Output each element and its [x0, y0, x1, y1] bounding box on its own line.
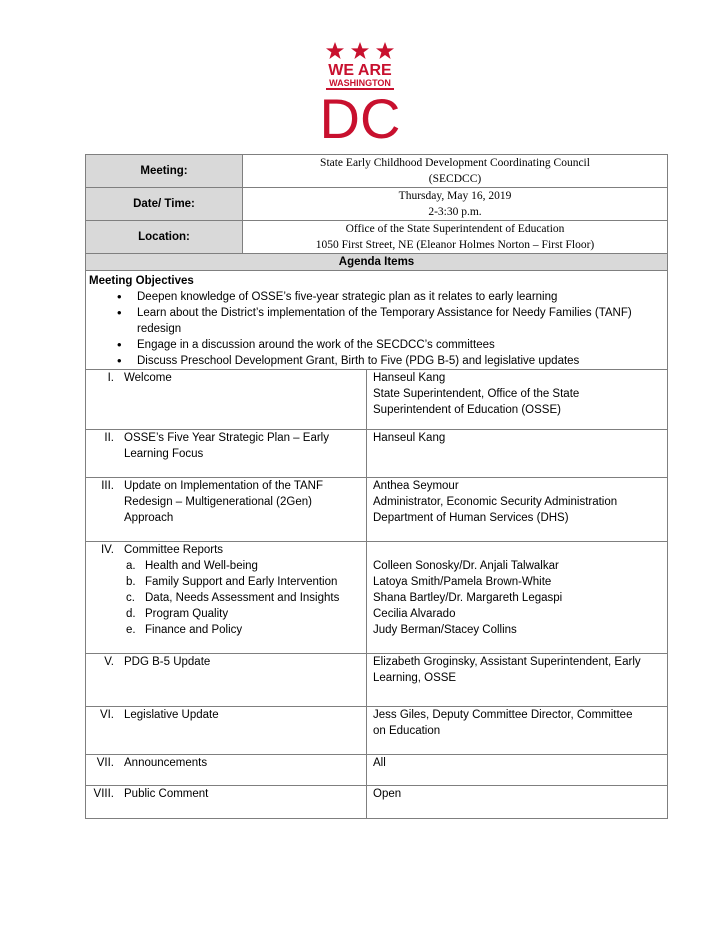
item-number: III.	[101, 480, 114, 492]
agenda-item-welcome	[85, 369, 668, 430]
location-value-line1: Office of the State Superintendent of Education	[345, 223, 565, 235]
logo-mark: DC	[319, 87, 401, 140]
topic-line: Committee Reports	[124, 544, 224, 556]
objective-item: • Learn about the District’s implementation of the Temporary Assistance for Needy Families (TANF) redesign	[137, 305, 664, 337]
item-number: VII.	[96, 757, 114, 769]
presenter-line: Shana Bartley/Dr. Margareth Legaspi	[373, 592, 563, 604]
date-value-line1: Thursday, May 16, 2019	[398, 190, 512, 202]
presenter-line: Jess Giles, Deputy Committee Director, Committee	[373, 709, 633, 721]
star-icon	[376, 42, 394, 59]
sub-letter: c.	[126, 592, 135, 604]
presenter-line: Learning, OSSE	[373, 672, 457, 684]
item-number: VI.	[99, 709, 114, 721]
agenda-item-public-comment	[85, 786, 668, 819]
agenda-item-tanf-redesign	[85, 478, 668, 542]
logo-line1: WE ARE	[328, 62, 392, 79]
date-label: Date/ Time:	[86, 188, 243, 221]
sub-topic: Data, Needs Assessment and Insights	[145, 592, 340, 604]
meeting-objectives	[85, 271, 668, 369]
sub-item	[124, 622, 366, 638]
agenda-item-announcements	[85, 755, 668, 786]
item-presenter	[367, 430, 667, 477]
presenter-line: Elizabeth Groginsky, Assistant Superintendent, Early	[373, 656, 641, 668]
sub-letter: b.	[126, 576, 136, 588]
topic-line: Approach	[124, 512, 174, 524]
item-topic	[124, 430, 367, 477]
objectives-title: Meeting Objectives	[89, 275, 194, 287]
location-value-line2: 1050 First Street, NE (Eleanor Holmes Norton – First Floor)	[315, 239, 595, 251]
item-presenter	[367, 654, 667, 706]
topic-line: Update on Implementation of the TANF	[124, 480, 324, 492]
agenda-item-legislative-update	[85, 707, 668, 755]
meeting-info-table	[85, 154, 668, 271]
objectives-list	[89, 289, 664, 369]
presenter-line: Colleen Sonosky/Dr. Anjali Talwalkar	[373, 560, 559, 572]
objective-item: • Discuss Preschool Development Grant, Birth to Five (PDG B-5) and legislative updates	[137, 353, 664, 369]
date-value	[243, 188, 668, 221]
date-value-line2: 2-3:30 p.m.	[428, 206, 482, 218]
meeting-value-line1: State Early Childhood Development Coordinating Council	[320, 157, 590, 169]
item-topic: Welcome	[124, 370, 367, 429]
sub-letter: d.	[126, 608, 136, 620]
sub-item	[124, 590, 366, 606]
presenter-line: Judy Berman/Stacey Collins	[373, 624, 517, 636]
logo-graphic	[318, 40, 402, 140]
sub-topic: Family Support and Early Intervention	[145, 576, 338, 588]
sub-letter: a.	[126, 560, 136, 572]
agenda-heading: Agenda Items	[86, 254, 668, 271]
item-topic	[124, 542, 367, 653]
presenter-line: Hanseul Kang	[373, 432, 446, 444]
item-presenter: Open	[373, 788, 402, 800]
item-number: I.	[107, 372, 114, 384]
presenter-line: Administrator, Economic Security Administration	[373, 496, 618, 508]
presenter-line: Superintendent of Education (OSSE)	[373, 404, 561, 416]
item-presenter	[367, 478, 667, 541]
topic-line: Learning Focus	[124, 448, 204, 460]
presenter-line: State Superintendent, Office of the State	[373, 388, 580, 400]
agenda-document	[85, 154, 668, 819]
objective-item: • Deepen knowledge of OSSE’s five-year strategic plan as it relates to early learning	[137, 289, 664, 305]
location-label: Location:	[86, 221, 243, 254]
sub-item	[124, 558, 366, 574]
location-value	[243, 221, 668, 254]
item-number: V.	[104, 656, 114, 668]
meeting-value-line2: (SECDCC)	[428, 173, 482, 185]
presenter-line: Anthea Seymour	[373, 480, 459, 492]
item-topic: Announcements	[124, 755, 367, 785]
item-presenter: All	[373, 757, 386, 769]
star-icon	[351, 42, 369, 59]
presenter-line: Department of Human Services (DHS)	[373, 512, 569, 524]
sub-topic: Health and Well-being	[145, 560, 258, 572]
item-topic: Legislative Update	[124, 707, 367, 754]
agenda-item-strategic-plan	[85, 430, 668, 478]
meeting-value	[243, 155, 668, 188]
item-topic: PDG B-5 Update	[124, 654, 367, 706]
star-icon	[326, 42, 344, 59]
logo-line2: WASHINGTON	[329, 78, 391, 88]
sub-topic: Program Quality	[145, 608, 229, 620]
presenter-line: Latoya Smith/Pamela Brown-White	[373, 576, 552, 588]
sub-item	[124, 606, 366, 622]
item-presenter	[367, 370, 667, 429]
item-number: IV.	[100, 544, 114, 556]
item-number: VIII.	[93, 788, 114, 800]
item-presenter	[367, 707, 667, 754]
agenda-item-committee-reports	[85, 542, 668, 654]
sub-topic: Finance and Policy	[145, 624, 243, 636]
presenter-line: on Education	[373, 725, 441, 737]
agenda-item-pdg-update	[85, 654, 668, 707]
item-number: II.	[104, 432, 114, 444]
sub-item	[124, 574, 366, 590]
topic-line: OSSE’s Five Year Strategic Plan – Early	[124, 432, 329, 444]
presenter-line: Hanseul Kang	[373, 372, 446, 384]
objective-item: • Engage in a discussion around the work of the SECDCC’s committees	[137, 337, 664, 353]
item-presenter	[367, 542, 667, 653]
item-topic: Public Comment	[124, 786, 367, 818]
item-topic	[124, 478, 367, 541]
we-are-washington-dc-logo	[318, 40, 402, 140]
sub-letter: e.	[126, 624, 136, 636]
presenter-line: Cecilia Alvarado	[373, 608, 456, 620]
topic-line: Redesign – Multigenerational (2Gen)	[124, 496, 312, 508]
meeting-label: Meeting:	[86, 155, 243, 188]
